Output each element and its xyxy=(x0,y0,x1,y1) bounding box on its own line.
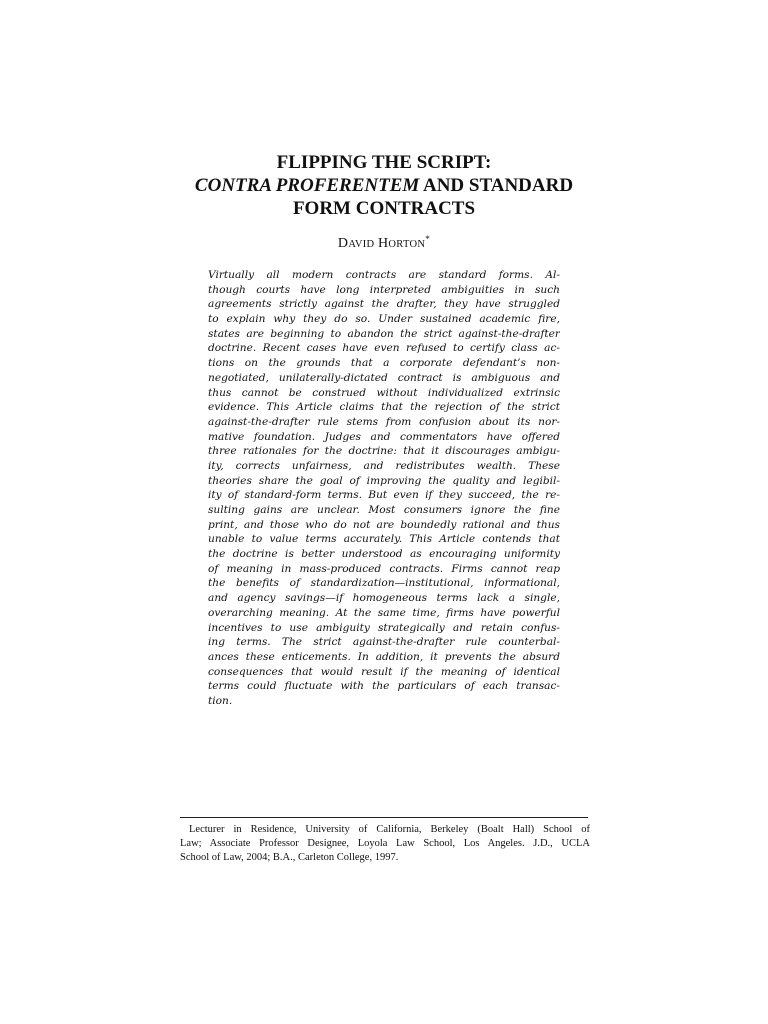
abstract-line: negotiated, unilaterally-dictated contract is ambiguous and xyxy=(208,371,560,384)
abstract-line: of meaning in mass-produced contracts. Firms cannot reap xyxy=(208,562,560,575)
abstract-line: though courts have long interpreted ambiguities in such xyxy=(208,283,560,296)
abstract-line: consequences that would result if the meaning of identical xyxy=(208,665,560,678)
footnote-divider xyxy=(180,817,588,818)
abstract-line: ity, corrects unfairness, and redistributes wealth. These xyxy=(208,459,560,472)
abstract-line: incentives to use ambiguity strategically and retain confus- xyxy=(208,621,560,634)
abstract-line: theories share the goal of improving the quality and legibil- xyxy=(208,474,560,487)
abstract-line: evidence. This Article claims that the rejection of the strict xyxy=(208,401,560,414)
author-first-initial: D xyxy=(337,236,349,251)
article-title xyxy=(0,151,768,220)
title-line-2 xyxy=(0,174,768,197)
abstract xyxy=(208,268,560,709)
author-last-initial: H xyxy=(377,236,389,251)
abstract-line: doctrine. Recent cases have even refused to certify class ac- xyxy=(208,342,560,355)
abstract-line: and agency savings—if homogeneous terms lack a single, xyxy=(208,592,560,605)
abstract-line: the benefits of standardization—institutional, informational, xyxy=(208,577,560,590)
abstract-line: sulting gains are unclear. Most consumers ignore the fine xyxy=(208,504,560,516)
abstract-line: ity of standard-form terms. But even if they succeed, the re- xyxy=(208,489,560,502)
author-first-rest: AVID xyxy=(348,239,375,250)
abstract-line: agreements strictly against the drafter, they have struggled xyxy=(208,298,560,311)
abstract-line: unable to value terms accurately. This Article contends that xyxy=(208,533,560,546)
abstract-line: states are beginning to abandon the strict against-the-drafter xyxy=(208,327,560,340)
footnote-line: School of Law, 2004; B.A., Carleton College, 1997. xyxy=(180,852,399,863)
abstract-line: mative foundation. Judges and commentators have offered xyxy=(208,430,560,443)
abstract-line: ances these enticements. In addition, it prevents the absurd xyxy=(208,650,560,663)
abstract-line: tions on the grounds that a corporate defendant’s non- xyxy=(208,357,560,370)
footnote-line: Lecturer in Residence, University of California, Berkeley (Boalt Hall) School of xyxy=(189,824,590,835)
title-line-1: FLIPPING THE SCRIPT: xyxy=(276,152,492,173)
footnote-line: Law; Associate Professor Designee, Loyola Law School, Los Angeles. J.D., UCLA xyxy=(180,838,590,849)
abstract-line: Virtually all modern contracts are standard forms. Al- xyxy=(208,269,560,281)
abstract-line: overarching meaning. At the same time, firms have powerful xyxy=(208,606,560,619)
title-italic-phrase: CONTRA PROFERENTEM xyxy=(194,175,420,196)
author-name xyxy=(0,235,768,252)
abstract-line: print, and those who do not are boundedly rational and thus xyxy=(208,518,560,531)
abstract-line: against-the-drafter rule stems from confusion about its nor- xyxy=(208,415,560,428)
title-line-2-rest: AND STANDARD xyxy=(419,175,574,196)
abstract-line: three rationales for the doctrine: that it discourages ambigu- xyxy=(208,445,560,458)
author-last-rest: ORTON xyxy=(388,239,426,250)
abstract-line: terms could fluctuate with the particulars of each transac- xyxy=(208,680,560,693)
abstract-line: thus cannot be construed without individualized extrinsic xyxy=(208,386,560,399)
abstract-line: to explain why they do so. Under sustained academic fire, xyxy=(208,313,560,326)
abstract-line: ing terms. The strict against-the-drafter rule counterbal- xyxy=(208,636,560,649)
title-line-3: FORM CONTRACTS xyxy=(292,198,476,219)
author-footnote xyxy=(180,823,590,865)
author-footnote-marker: * xyxy=(425,234,431,244)
abstract-line: the doctrine is better understood as encouraging uniformity xyxy=(208,548,560,561)
abstract-line: tion. xyxy=(208,694,233,707)
